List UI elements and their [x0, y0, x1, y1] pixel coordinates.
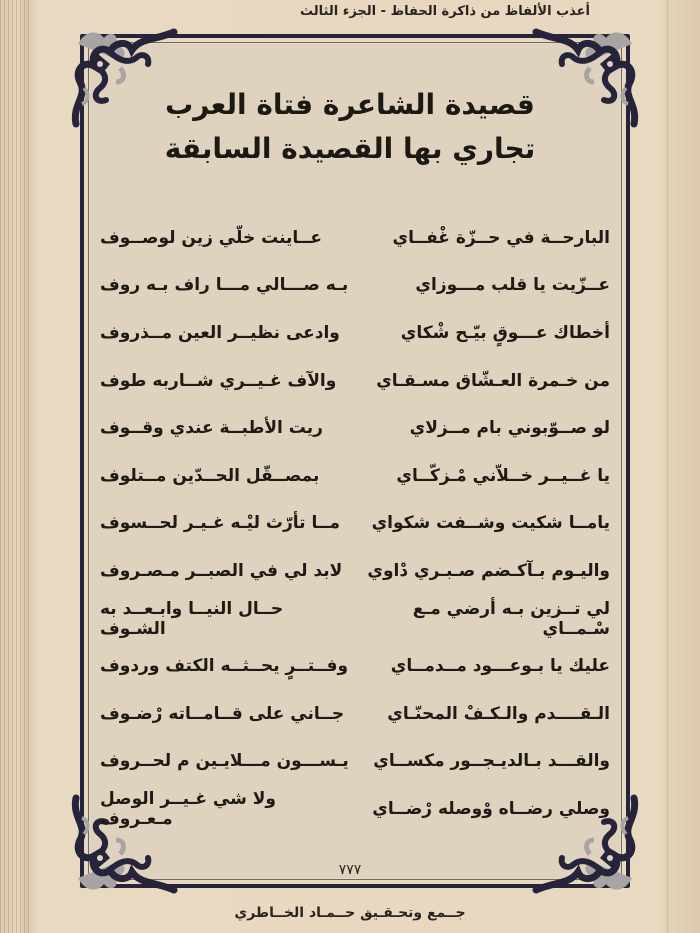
- verse-second-hemistich: جــاني على قــامــاته رْضـوف: [100, 703, 345, 724]
- verse-first-hemistich: يا غــيــر خــلاّني مْـزكّــاي: [396, 465, 610, 486]
- poem-verses: [100, 214, 610, 833]
- verse-second-hemistich: والآف غـيــري شــاربه طوف: [100, 370, 337, 391]
- verse-line: [100, 547, 610, 595]
- verse-second-hemistich: بـه صـــالي مـــا راف بـه روف: [100, 275, 349, 296]
- verse-first-hemistich: وصلي رضــاه وْوصله رْضــاي: [372, 798, 610, 819]
- verse-second-hemistich: بمصــقّل الحــدّين مــتلوف: [100, 465, 320, 486]
- verse-line: [100, 452, 610, 500]
- verse-line: [100, 309, 610, 357]
- poem-title: قصيدة الشاعرة فتاة العرب: [165, 88, 535, 121]
- verse-second-hemistich: وادعى نظيــر العين مــذروف: [100, 322, 340, 343]
- page-footer-credit: جــمع وتحـقـيق حــمـاد الخــاطري: [234, 905, 466, 921]
- verse-first-hemistich: البارحــة في حــزّة غْفــاي: [392, 227, 610, 248]
- verse-line: [100, 262, 610, 310]
- verse-line: [100, 642, 610, 690]
- verse-second-hemistich: ولا شي غـيــر الوصل مـعـروف: [100, 788, 276, 829]
- verse-first-hemistich: عليك يا بـوعـــود مــدمــاي: [390, 656, 610, 677]
- page-edge-right: [667, 0, 700, 933]
- verse-first-hemistich: الـقــــدم والـكـفْ المحنّـاي: [387, 703, 610, 724]
- verse-first-hemistich: واليـوم بـآكـضم صـبـري دْاوي: [367, 560, 610, 581]
- verse-line: [100, 357, 610, 405]
- verse-first-hemistich: عــزّيت يا قلب مـــوزاي: [415, 275, 610, 296]
- verse-first-hemistich: لي تــزين بـه أرضي مـع سْـمــاي: [412, 598, 610, 639]
- verse-line: [100, 785, 610, 833]
- verse-first-hemistich: لو صــوّبوني بام مــزلاي: [409, 418, 610, 439]
- verse-first-hemistich: من خـمرة العـشّاق مسـقـاي: [376, 370, 610, 391]
- verse-second-hemistich: لابد لي في الصبــر مـصـروف: [100, 560, 343, 581]
- verse-line: [100, 690, 610, 738]
- verse-second-hemistich: وفــتــرٍ يحــثــه الكتف وردوف: [100, 656, 349, 677]
- verse-line: [100, 214, 610, 262]
- verse-second-hemistich: عــاينت خلّي زين لوصــوف: [100, 227, 323, 248]
- verse-line: [100, 404, 610, 452]
- verse-line: [100, 500, 610, 548]
- verse-second-hemistich: يـســـون مـــلايـين م لحــروف: [100, 751, 349, 772]
- verse-second-hemistich: مــا تأرّث ليْـه غـيـر لحــسوف: [100, 513, 340, 534]
- verse-second-hemistich: حــال النيــا وابـعــد به الشـوف: [100, 598, 284, 639]
- verse-first-hemistich: أخطاك عـــوقٍ بيّـح شْكاي: [400, 322, 610, 343]
- page-edges-left: [0, 0, 30, 933]
- verse-first-hemistich: والقـــد بـالديـجــور مكســاي: [373, 751, 610, 772]
- running-header: أعذب الألفاظ من ذاكرة الحفاظ - الجزء الثالث: [300, 4, 590, 19]
- verse-second-hemistich: ريت الأطبــة عندي وقــوف: [100, 418, 323, 439]
- page-number: ٧٧٧: [338, 862, 362, 878]
- verse-line: [100, 738, 610, 786]
- verse-line: [100, 595, 610, 643]
- verse-first-hemistich: يامــا شكيت وشــفت شكواي: [371, 513, 610, 534]
- poem-subtitle: تجاري بها القصيدة السابقة: [164, 132, 536, 165]
